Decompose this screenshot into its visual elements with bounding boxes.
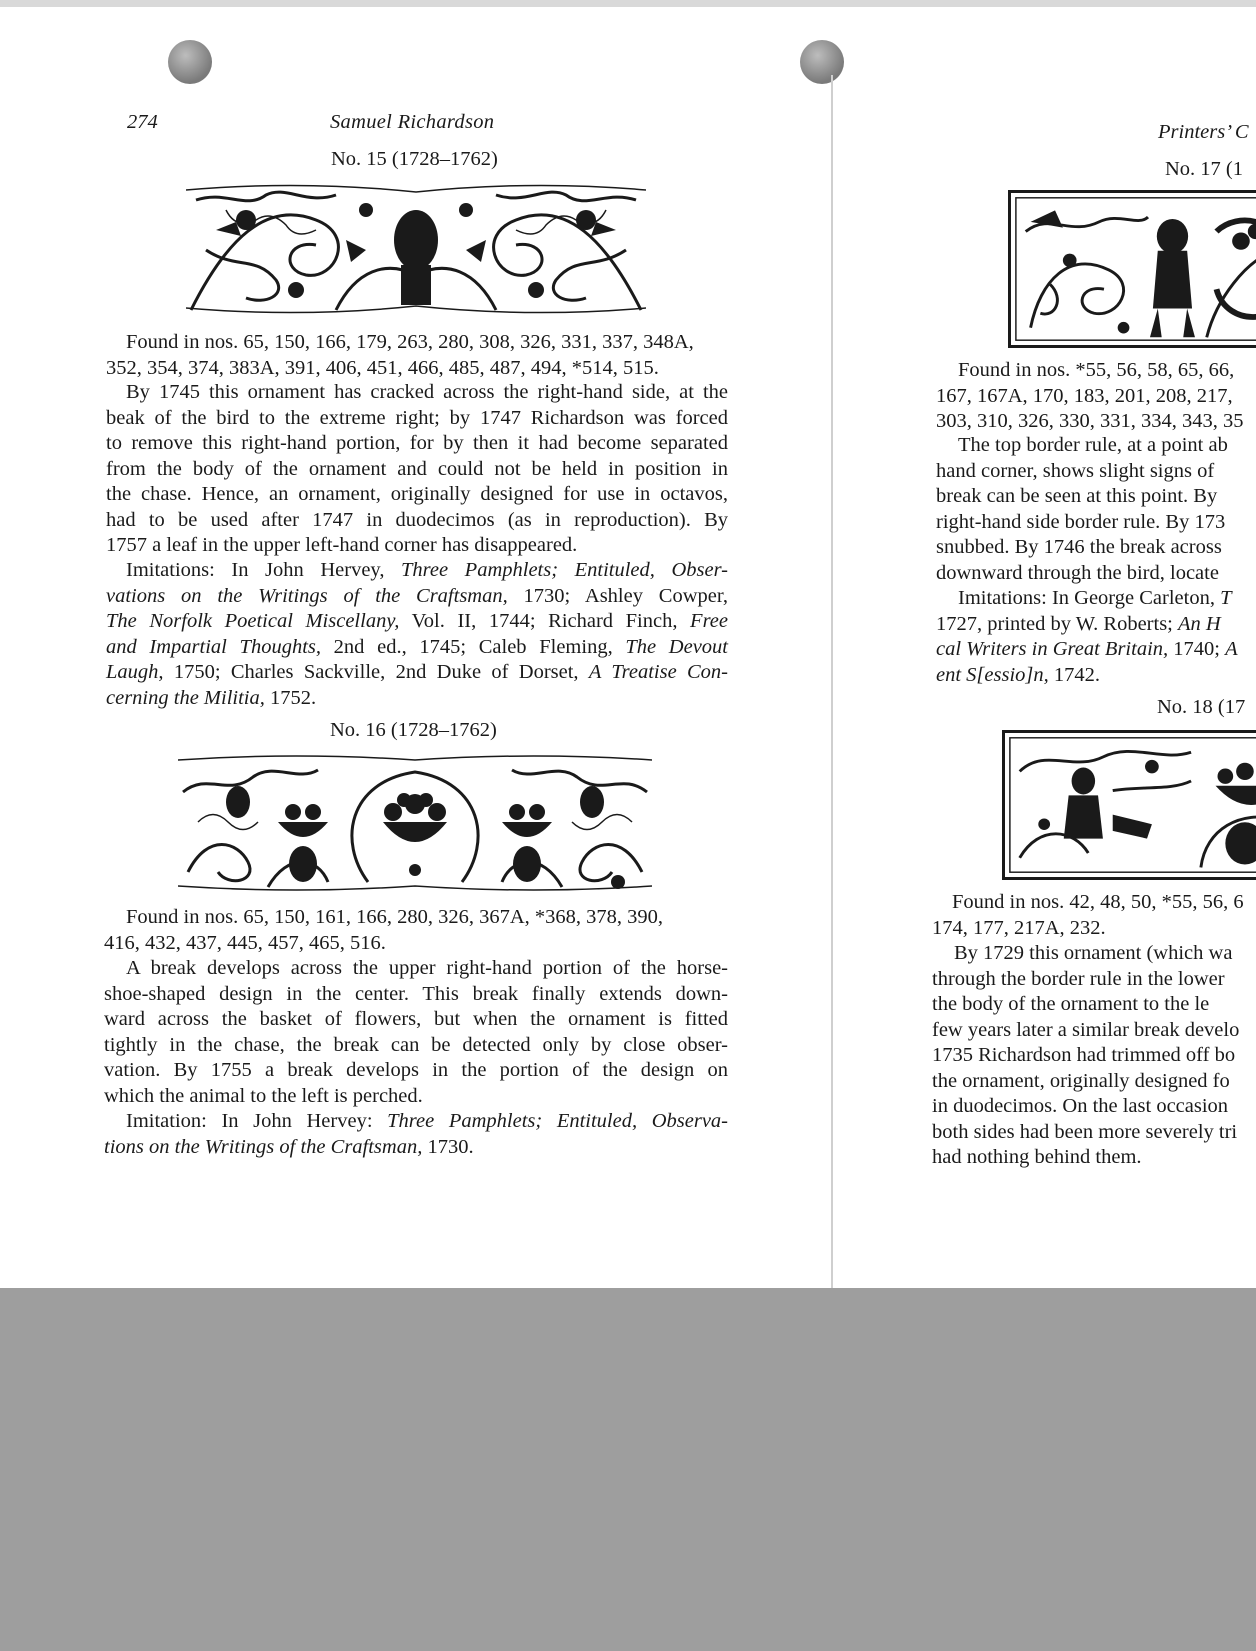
right-page (920, 0, 1256, 1288)
text-line: had to be used after 1747 in duodecimos (as in reproduction). By (106, 508, 728, 531)
text-line (106, 635, 728, 661)
found-in-15-line2: 352, 354, 374, 383A, 391, 406, 451, 466, 485, 487, 494, *514, 515. (106, 357, 659, 379)
text-line: downward through the bird, locate (936, 561, 1219, 584)
text-line: A break develops across the upper right-hand portion of the horse- (126, 957, 728, 979)
text-line: right-hand side border rule. By 173 (936, 510, 1226, 533)
ornament-heading-17: No. 17 (1 (1165, 158, 1244, 180)
title-run: T (1220, 587, 1232, 609)
text-line: the chase. Hence, an ornament, originally designed for use in octavos, (106, 483, 728, 505)
punch-hole-left (168, 40, 212, 84)
text-line (106, 558, 728, 584)
text-run: Imitation: In John Hervey: (126, 1110, 388, 1132)
text-line: hand corner, shows slight signs of (936, 459, 1215, 482)
paragraph-15-imitations (106, 558, 728, 711)
text-line: tightly in the chase, the break can be detected only by close obser- (104, 1033, 728, 1056)
folio-number: 274 (127, 111, 158, 133)
text-line: ward across the basket of flowers, but when the ornament is fitted (104, 1008, 728, 1030)
text-run: Vol. II, 1744; Richard Finch, (399, 610, 691, 632)
ornament-heading-15: No. 15 (1728–1762) (331, 148, 498, 170)
ornament-18-image (1002, 730, 1256, 880)
title-run: and Impartial Thoughts, (106, 635, 321, 658)
title-run: Free (690, 610, 728, 632)
text-run: Imitations: In George Carleton, (958, 587, 1221, 609)
found-in-18-line1: Found in nos. 42, 48, 50, *55, 56, 6 (952, 891, 1244, 913)
ornament-heading-18: No. 18 (17 (1157, 696, 1246, 718)
text-run: 1740; (1168, 638, 1226, 660)
title-run: The Norfolk Poetical Miscellany, (106, 610, 400, 632)
text-run: 1730; Ashley Cowper, (507, 584, 728, 607)
found-in-16-line2: 416, 432, 437, 445, 457, 465, 516. (104, 932, 386, 954)
text-line (106, 660, 728, 686)
title-run: Three Pamphlets; Entituled, Obser- (401, 559, 728, 581)
text-line: 1735 Richardson had trimmed off bo (932, 1044, 1236, 1066)
text-line (106, 609, 728, 635)
text-line (936, 663, 1256, 689)
text-line: 1757 a leaf in the upper left-hand corner has disappeared. (106, 534, 578, 556)
text-line: break can be seen at this point. By (936, 485, 1218, 507)
text-line (106, 584, 728, 610)
punch-hole-right (800, 40, 844, 84)
text-line: By 1729 this ornament (which wa (954, 942, 1233, 964)
text-line: snubbed. By 1746 the break across (936, 536, 1222, 558)
ornament-17-image (1008, 190, 1256, 348)
text-line (106, 686, 728, 712)
title-run: Three Pamphlets; Entituled, Observa- (387, 1110, 729, 1132)
text-line (936, 612, 1256, 638)
found-in-16-line1: Found in nos. 65, 150, 161, 166, 280, 326, 367A, *368, 378, 390, (126, 906, 664, 928)
paragraph-16-history (104, 956, 728, 1109)
text-line: which the animal to the left is perched. (104, 1084, 423, 1107)
found-in-15-line1: Found in nos. 65, 150, 166, 179, 263, 280, 308, 326, 331, 337, 348A, (126, 331, 694, 353)
text-line (936, 637, 1256, 663)
text-run: 1730. (422, 1135, 474, 1158)
found-in-18-line2: 174, 177, 217A, 232. (932, 917, 1106, 939)
paragraph-17-imitations (936, 586, 1256, 688)
text-line (936, 586, 1256, 612)
title-run: An H (1178, 612, 1221, 635)
text-run: 1752. (264, 686, 317, 709)
text-line: beak of the bird to the extreme right; by 1747 Richardson was forced (106, 406, 728, 429)
running-head-left: Samuel Richardson (330, 111, 495, 133)
text-line: vation. By 1755 a break develops in the portion of the design on (104, 1059, 728, 1081)
text-line: the ornament, originally designed fo (932, 1069, 1230, 1092)
text-line: from the body of the ornament and could not be held in position in (106, 457, 728, 480)
title-run: The Devout (625, 635, 728, 658)
title-run: A Treatise Con- (588, 661, 728, 683)
text-run: 1742. (1048, 663, 1100, 686)
text-line: had nothing behind them. (932, 1146, 1142, 1168)
ornament-16-image (178, 752, 652, 894)
text-line: the body of the ornament to the le (932, 993, 1210, 1015)
title-run: Laugh, (106, 661, 164, 683)
text-run: 1727, printed by W. Roberts; (936, 612, 1179, 635)
title-run: A (1225, 638, 1238, 660)
paragraph-15-history (106, 380, 728, 559)
text-line: few years later a similar break develo (932, 1018, 1240, 1041)
found-in-17-line1: Found in nos. *55, 56, 58, 65, 66, (958, 359, 1235, 381)
paragraph-17-history (936, 433, 1256, 586)
text-line: both sides had been more severely tri (932, 1120, 1238, 1143)
title-run: cal Writers in Great Britain, (936, 638, 1169, 660)
text-run: Imitations: In John Hervey, (126, 559, 402, 581)
text-line (104, 1109, 728, 1135)
text-line (104, 1135, 728, 1161)
text-line: The top border rule, at a point ab (958, 434, 1228, 456)
title-run: tions on the Writings of the Craftsman, (104, 1135, 423, 1158)
ornament-15-image (186, 180, 646, 318)
text-line: to remove this right-hand portion, for by then it had become separated (106, 432, 728, 454)
found-in-17-line3: 303, 310, 326, 330, 331, 334, 343, 35 (936, 410, 1244, 432)
found-in-17-line2: 167, 167A, 170, 183, 201, 208, 217, (936, 385, 1233, 407)
paragraph-16-imitation (104, 1109, 728, 1160)
text-run: 1750; Charles Sackville, 2nd Duke of Dorset, (163, 661, 589, 683)
text-line: through the border rule in the lower (932, 967, 1225, 990)
page-gutter (831, 75, 833, 1288)
scanner-background (0, 1288, 1256, 1651)
title-run: ent S[essio]n, (936, 663, 1049, 686)
paragraph-18-history (932, 941, 1256, 1171)
title-run: vations on the Writings of the Craftsman, (106, 584, 508, 607)
ornament-heading-16: No. 16 (1728–1762) (330, 719, 497, 741)
running-head-right: Printers’ C (1158, 121, 1249, 143)
text-line: By 1745 this ornament has cracked across the right-hand side, at the (126, 381, 728, 403)
text-line: shoe-shaped design in the center. This break finally extends down- (104, 982, 728, 1005)
title-run: cerning the Militia, (106, 686, 265, 709)
text-line: in duodecimos. On the last occasion (932, 1095, 1229, 1117)
text-run: 2nd ed., 1745; Caleb Fleming, (321, 635, 626, 658)
